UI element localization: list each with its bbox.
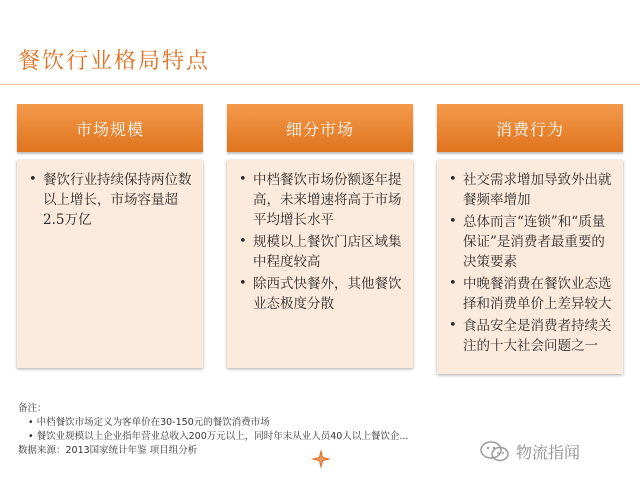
bullet-text: 中晚餐消费在餐饮业态选择和消费单价上差异较大 xyxy=(463,276,612,312)
data-source: 数据来源：2013国家统计年鉴 项目组分析 xyxy=(18,445,198,456)
star-logo-icon xyxy=(310,448,332,470)
bullet-text: 食品安全是消费者持续关注的十大社会问题之一 xyxy=(463,318,612,354)
bullet-text: 除西式快餐外，其他餐饮业态极度分散 xyxy=(253,276,402,312)
bullet-text: 餐饮行业持续保持两位数以上增长，市场容量超2.5万亿 xyxy=(43,172,192,228)
slide-title: 餐饮行业格局特点 xyxy=(18,49,211,74)
bullet-dot: • xyxy=(239,234,247,249)
column-header-consumer-behavior: 消费行为 xyxy=(437,104,623,152)
column-box-market-size xyxy=(17,160,203,368)
bullet-dot: • xyxy=(449,214,457,229)
bullet-item xyxy=(237,274,403,314)
bullet-dot: • xyxy=(239,276,247,291)
title-divider xyxy=(0,84,640,85)
bullet-dot: • xyxy=(449,276,457,291)
footnotes xyxy=(18,402,468,458)
footnote-item: • 中档餐饮市场定义为客单价在30-150元的餐饮消费市场 xyxy=(28,417,270,428)
bullet-dot: • xyxy=(239,172,247,187)
bullet-item xyxy=(237,170,403,230)
bullet-dot: • xyxy=(449,318,457,333)
bullet-item xyxy=(447,274,613,314)
bullet-item xyxy=(27,170,193,230)
watermark xyxy=(480,440,580,463)
bullet-item xyxy=(237,232,403,272)
bullet-dot: • xyxy=(29,172,37,187)
column-header-market-size: 市场规模 xyxy=(17,104,203,152)
bullet-item xyxy=(447,316,613,356)
bullet-item xyxy=(447,212,613,272)
bullet-dot: • xyxy=(449,172,457,187)
column-header-segment: 细分市场 xyxy=(227,104,413,152)
bullet-text: 总体而言“连锁”和“质量保证”是消费者最重要的决策要素 xyxy=(463,214,606,270)
bullet-text: 中档餐饮市场份额逐年提高，未来增速将高于市场平均增长水平 xyxy=(253,172,402,228)
bullet-text: 社交需求增加导致外出就餐频率增加 xyxy=(463,172,612,208)
bullet-item xyxy=(447,170,613,210)
column-box-consumer-behavior xyxy=(437,160,623,374)
footnote-label: 备注： xyxy=(18,403,47,414)
column-box-segment xyxy=(227,160,413,368)
wechat-icon xyxy=(480,441,510,463)
watermark-text: 物流指闻 xyxy=(516,443,581,462)
footnote-item: • 餐饮业规模以上企业指年营业总收入200万元以上，同时年末从业人员40人以上餐饮企... xyxy=(28,431,409,442)
bullet-text: 规模以上餐饮门店区域集中程度较高 xyxy=(253,234,402,270)
